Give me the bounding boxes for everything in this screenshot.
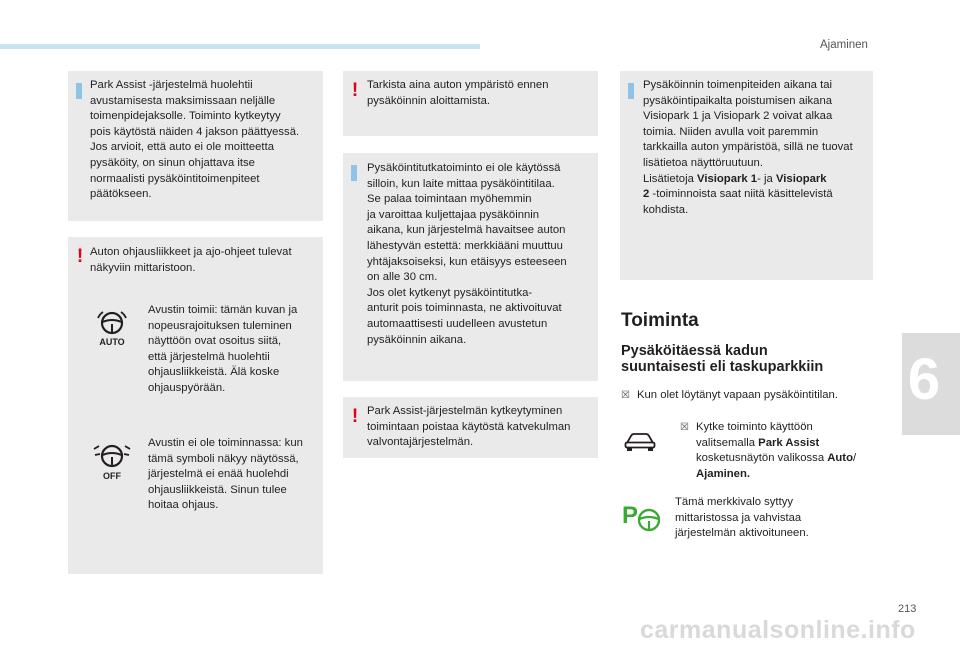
text-line: lähestyvän estettä: merkkiääni muuttuu <box>367 239 563 252</box>
bold-term: Park Assist <box>758 436 820 449</box>
text-line: ohjauspyörään. <box>148 381 226 394</box>
step-line <box>680 420 856 436</box>
warning-icon: ! <box>351 406 359 427</box>
text-line: ohjausliikkeistä. Älä koske <box>148 366 280 379</box>
text-line: Avustin ei ole toiminnassa: kun <box>148 437 303 449</box>
text-line: näkyviin mittaristoon. <box>90 261 196 274</box>
bold-term: 2 <box>643 188 650 201</box>
info-icon <box>351 165 357 181</box>
park-assist-indicator-icon <box>622 504 662 532</box>
text-line: pysäköinnin aloittamista. <box>367 94 491 107</box>
warning-box-steering <box>68 237 323 574</box>
text-line: avustamisesta maksimissaan neljälle <box>90 94 276 107</box>
bold-term: Ajaminen. <box>696 467 750 480</box>
text-line: pois käytöstä näiden 4 jakson päättyessä. <box>90 125 300 138</box>
text-line: järjestelmä ei enää huolehdi <box>148 468 289 481</box>
text-line <box>643 187 853 203</box>
subsection-heading <box>621 343 823 375</box>
text-line: Pysäköinnin toimenpiteiden aikana tai <box>643 79 833 91</box>
step-line <box>680 436 856 452</box>
text-line: normaalisti pysäköintitoimenpiteet <box>90 172 260 185</box>
warning-box-surroundings <box>343 71 598 136</box>
checkbox-icon: ☒ <box>680 422 689 433</box>
bold-term: Auto <box>827 452 853 465</box>
bold-term: Visiopark <box>775 172 827 185</box>
step-2 <box>680 420 856 482</box>
text-line: Se palaa toimintaan myöhemmin <box>367 193 532 206</box>
auto-label: AUTO <box>99 337 125 347</box>
text-line <box>643 172 853 188</box>
info-box-visiopark <box>620 71 873 280</box>
text-line: päätökseen. <box>90 188 152 201</box>
step-text: kosketusnäytön valikossa <box>696 452 828 465</box>
section-title: Ajaminen <box>820 39 868 51</box>
text-line: kohdista. <box>643 203 689 216</box>
text-line: Pysäköintitutkatoiminto ei ole käytössä <box>367 162 561 174</box>
text-line: aikana, kun järjestelmä havaitsee auton <box>367 224 566 237</box>
text-span: - ja <box>757 172 776 185</box>
text-line: Jos arvioit, että auto ei ole moitteetta <box>90 141 274 154</box>
text-line: anturit pois toiminnasta, ne aktivoituvat <box>367 302 562 315</box>
text-line: että järjestelmä huolehtii <box>148 350 270 363</box>
text-line: Park Assist-järjestelmän kytkeytyminen <box>367 405 563 417</box>
warning-icon: ! <box>351 80 359 101</box>
text-line: Auton ohjausliikkeet ja ajo-ohjeet tulevat <box>90 246 292 258</box>
text-line: nopeusrajoituksen tuleminen <box>148 319 292 332</box>
step-text: / <box>852 452 857 465</box>
step-text: Kytke toiminto käyttöön <box>695 421 813 433</box>
step-1 <box>621 388 838 404</box>
text-line: toimintaan poistaa käytöstä katvekulman <box>367 420 571 433</box>
text-line: toimenpidejaksolle. Toiminto kytkeytyy <box>90 110 281 123</box>
text-line: Park Assist -järjestelmä huolehtii <box>90 79 253 91</box>
steering-wheel-off-icon <box>92 441 132 485</box>
text-line: toimia. Niiden avulla voit paremmin <box>643 125 819 138</box>
chapter-number: 6 <box>907 347 941 412</box>
bold-term: Visiopark 1 <box>697 172 758 185</box>
off-label: OFF <box>103 471 121 481</box>
section-heading: Toiminta <box>621 310 699 331</box>
text-line: lisätietoa näyttöruutuun. <box>643 156 763 169</box>
text-line: pysäköity, on sinun ohjattava itse <box>90 156 255 169</box>
text-line: Visiopark 1 ja Visiopark 2 voivat alkaa <box>643 110 833 123</box>
text-line: automaattisesti uudelleen avustetun <box>367 317 548 330</box>
step-line: Tämä merkkivalo syttyy <box>675 496 794 508</box>
text-line: Jos olet kytkenyt pysäköintitutka- <box>367 286 533 299</box>
watermark: carmanualsonline.info <box>640 616 916 644</box>
text-line: hoitaa ohjaus. <box>148 499 219 512</box>
step-line: järjestelmän aktivoituneen. <box>675 527 809 540</box>
text-line: pysäköinnin aikana. <box>367 333 467 346</box>
text-line: silloin, kun laite mittaa pysäköintitilaa. <box>367 177 555 190</box>
text-line: ja varoittaa kuljettajaa pysäköinnin <box>367 208 540 221</box>
page-number: 213 <box>898 603 917 615</box>
car-icon <box>624 432 656 457</box>
text-line: tämä symboli näkyy näytössä, <box>148 452 299 465</box>
text-line: näyttöön ovat osoitus siitä, <box>148 335 282 348</box>
info-box-parking-sensors <box>343 153 598 381</box>
chapter-tab <box>902 333 960 435</box>
step-line <box>680 467 856 483</box>
text-span: Lisätietoja <box>643 172 698 185</box>
text-line: Avustin toimii: tämän kuvan ja <box>148 304 298 316</box>
step-line <box>680 451 856 467</box>
text-line: valvontajärjestelmän. <box>367 436 474 449</box>
info-icon <box>628 83 634 99</box>
step-3 <box>675 495 809 542</box>
step-text: valitsemalla <box>696 436 759 449</box>
info-box-park-assist <box>68 71 323 221</box>
step-line: mittaristossa ja vahvistaa <box>675 511 802 524</box>
info-icon <box>76 83 82 99</box>
subheading-line: Pysäköitäessä kadun <box>621 343 768 359</box>
warning-icon: ! <box>76 246 84 267</box>
text-line: pysäköintipaikalta poistumisen aikana <box>643 94 833 107</box>
checkbox-icon: ☒ <box>621 390 630 401</box>
text-line: yhtäjaksoiseksi, kun etäisyys esteeseen <box>367 255 567 268</box>
text-span: -toiminnoista saat niitä käsittelevistä <box>649 188 833 201</box>
step-text: Kun olet löytänyt vapaan pysäköintitilan. <box>636 389 838 401</box>
text-line: tarkkailla auton ympäristöä, sillä ne tuovat <box>643 141 853 154</box>
steering-wheel-auto-icon <box>94 308 130 350</box>
warning-box-blind-spot <box>343 397 598 458</box>
p-letter: P <box>622 502 639 529</box>
text-line: Tarkista aina auton ympäristö ennen <box>367 79 549 91</box>
top-accent-bar <box>0 44 480 49</box>
text-line: ohjausliikkeistä. Sinun tulee <box>148 483 287 496</box>
text-line: on alle 30 cm. <box>367 271 438 284</box>
subheading-line: suuntaisesti eli taskuparkkiin <box>621 359 824 375</box>
